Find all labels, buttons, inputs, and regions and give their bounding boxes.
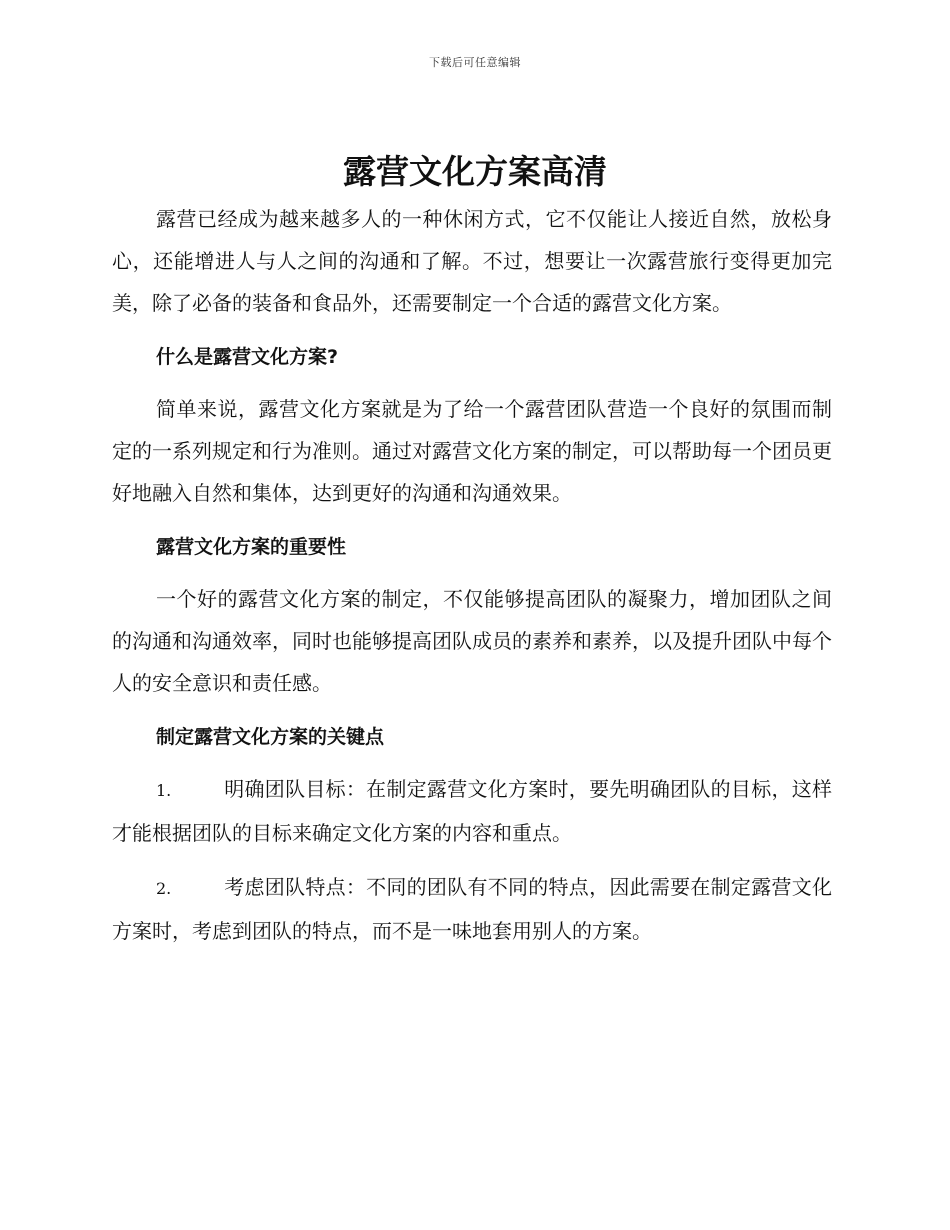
document-body xyxy=(112,198,832,952)
list-item-number: 2. xyxy=(156,879,172,898)
list-item xyxy=(112,768,832,854)
list-item-text: 考虑团队特点：不同的团队有不同的特点，因此需要在制定露营文化方案时，考虑到团队的特点，而不是一味地套用别人的方案。 xyxy=(112,875,832,943)
section-body-what-is: 简单来说，露营文化方案就是为了给一个露营团队营造一个良好的氛围而制定的一系列规定和行为准则。通过对露营文化方案的制定，可以帮助每一个团员更好地融入自然和集体，达到更好的沟通和沟通效果。 xyxy=(112,397,832,505)
page-header: 下载后可任意编辑 xyxy=(429,56,521,69)
section-heading-key-points: 制定露营文化方案的关键点 xyxy=(156,726,385,748)
list-item-text: 明确团队目标：在制定露营文化方案时，要先明确团队的目标，这样才能根据团队的目标来确定文化方案的内容和重点。 xyxy=(112,777,832,845)
list-item xyxy=(112,866,832,952)
section-heading-what-is: 什么是露营文化方案? xyxy=(156,346,339,368)
section-heading-importance: 露营文化方案的重要性 xyxy=(156,536,347,558)
intro-paragraph: 露营已经成为越来越多人的一种休闲方式，它不仅能让人接近自然，放松身心，还能增进人与人之间的沟通和了解。不过，想要让一次露营旅行变得更加完美，除了必备的装备和食品外，还需要制定一个合适的露营文化方案。 xyxy=(112,207,832,315)
section-body-importance: 一个好的露营文化方案的制定，不仅能够提高团队的凝聚力，增加团队之间的沟通和沟通效率，同时也能够提高团队成员的素养和素养，以及提升团队中每个人的安全意识和责任感。 xyxy=(112,587,832,695)
document-title: 露营文化方案高清 xyxy=(343,152,607,191)
list-item-number: 1. xyxy=(156,781,172,800)
